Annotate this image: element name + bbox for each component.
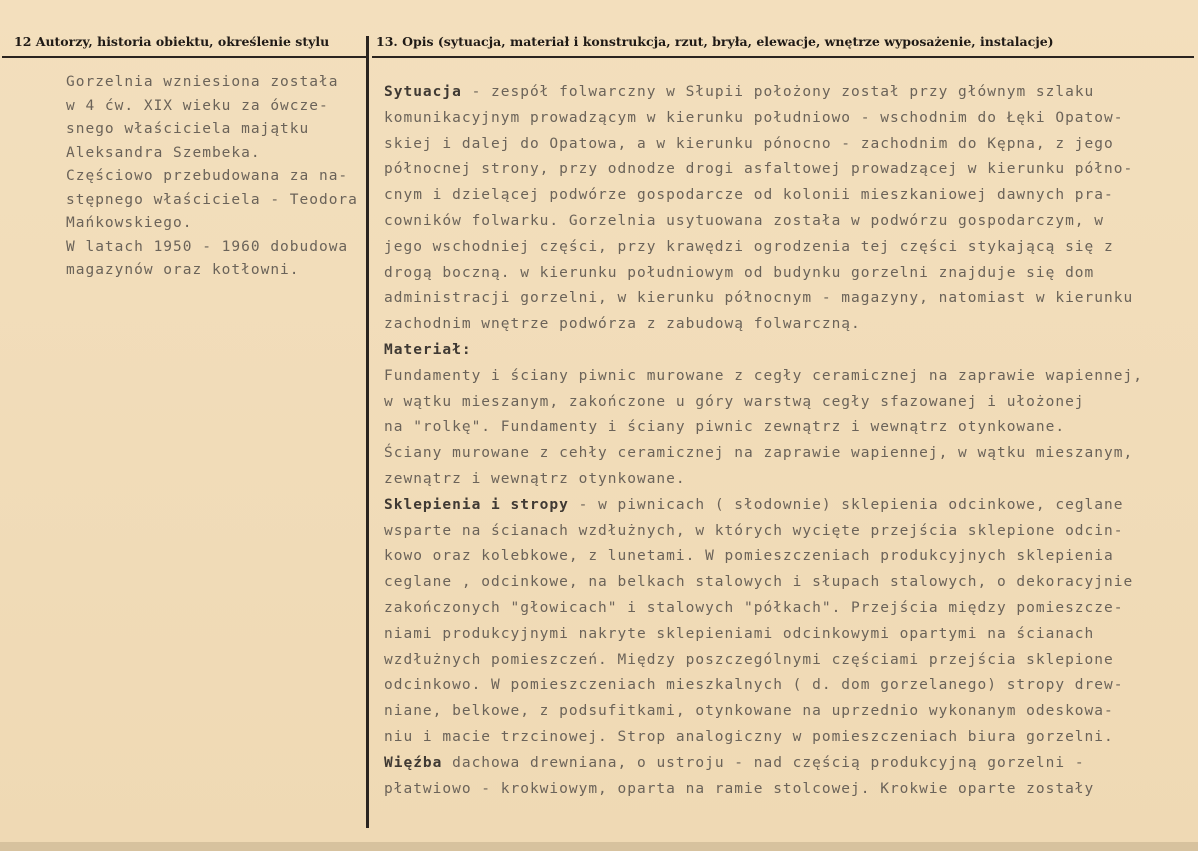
description-text-line xyxy=(384,673,1184,699)
header-rule-left xyxy=(2,56,366,58)
description-text: płatwiowo - krokwiowym, oparta na ramie stolcowej. Krokwie oparte zostały xyxy=(384,780,1095,797)
description-text: wsparte na ścianach wzdłużnych, w których wycięte przejścia sklepione odcin- xyxy=(384,522,1124,539)
description-text: w wątku mieszanym, zakończone u góry warstwą cegły sfazowanej i ułożonej xyxy=(384,393,1085,410)
history-text-line: Aleksandra Szembeka. xyxy=(66,144,261,161)
description-text: wzdłużnych pomieszczeń. Między poszczególnymi częściami przejścia sklepione xyxy=(384,651,1114,668)
description-heading: Materiał: xyxy=(384,341,472,358)
description-text-line xyxy=(384,467,1184,493)
history-text-line: magazynów oraz kotłowni. xyxy=(66,262,300,278)
description-text: - w piwnicach ( słodownie) sklepienia odcinkowe, ceglane xyxy=(568,496,1124,513)
description-heading: Więźba xyxy=(384,754,443,771)
description-text: skiej i dalej do Opatowa, a w kierunku pónocno - zachodnim do Kępna, z jego xyxy=(384,135,1114,152)
description-text: cnym i dzielącej podwórze gospodarcze od kolonii mieszkaniowej dawnych pra- xyxy=(384,187,1114,204)
description-text: zewnątrz i wewnątrz otynkowane. xyxy=(384,470,686,487)
description-text: ceglane , odcinkowe, na belkach stalowych i słupach stalowych, o dekoracyjnie xyxy=(384,574,1134,591)
description-text: drogą boczną. w kierunku południowym od budynku gorzelni znajduje się dom xyxy=(384,264,1095,281)
description-text-line xyxy=(384,622,1184,648)
description-text: cowników folwarku. Gorzelnia usytuowana została w podwórzu gospodarczym, w xyxy=(384,212,1105,229)
description-text-line xyxy=(384,777,1184,803)
description-text: dachowa drewniana, o ustroju - nad częścią produkcyjną gorzelni - xyxy=(442,754,1085,771)
description-text-line xyxy=(384,209,1184,235)
column-divider xyxy=(366,36,369,828)
description-text: odcinkowo. W pomieszczeniach mieszkalnych ( d. dom gorzelanego) stropy drew- xyxy=(384,677,1124,694)
history-text-line: Mańkowskiego. xyxy=(66,215,193,231)
description-text-line xyxy=(384,441,1184,467)
description-text: Fundamenty i ściany piwnic murowane z cegły ceramicznej na zaprawie wapiennej, xyxy=(384,367,1143,384)
section-12-header: 12 Autorzy, historia obiektu, określenie stylu xyxy=(14,34,330,49)
description-text-line xyxy=(384,106,1184,132)
section-13-header: 13. Opis (sytuacja, materiał i konstrukcja, rzut, bryła, elewacje, wnętrze wyposażenie, instalacje) xyxy=(376,34,1054,49)
description-text: zachodnim wnętrze podwórza z zabudową folwarczną. xyxy=(384,316,861,333)
page-bottom-edge xyxy=(0,842,1198,851)
description-text-line xyxy=(384,80,1184,106)
description-text-line xyxy=(384,261,1184,287)
description-text-line xyxy=(384,725,1184,751)
description-text: niu i macie trzcinowej. Strop analogiczny w pomieszczeniach biura gorzelni. xyxy=(384,728,1114,745)
description-text-line xyxy=(384,596,1184,622)
description-heading: Sklepienia i stropy xyxy=(384,496,569,513)
description-text-line xyxy=(384,132,1184,158)
description-text: północnej strony, przy odnodze drogi asfaltowej prowadzącej w kierunku półno- xyxy=(384,161,1134,178)
description-text: komunikacyjnym prowadzącym w kierunku południowo - wschodnim do Łęki Opatow- xyxy=(384,109,1124,126)
description-text-line xyxy=(384,519,1184,545)
description-text-line xyxy=(384,286,1184,312)
description-text-line xyxy=(384,570,1184,596)
description-text-line xyxy=(384,699,1184,725)
description-text-line xyxy=(384,183,1184,209)
history-text-line: W latach 1950 - 1960 dobudowa xyxy=(66,238,349,255)
description-text: Ściany murowane z cehły ceramicznej na zaprawie wapiennej, w wątku mieszanym, xyxy=(384,445,1134,462)
description-text-line xyxy=(384,157,1184,183)
description-text: kowo oraz kolebkowe, z lunetami. W pomieszczeniach produkcyjnych sklepienia xyxy=(384,548,1114,565)
history-text-line: stępnego właściciela - Teodora xyxy=(66,191,358,208)
description-heading: Sytuacja xyxy=(384,84,462,100)
history-text-line: w 4 ćw. XIX wieku za ówcze- xyxy=(66,97,329,114)
description-text-line xyxy=(384,544,1184,570)
description-text-line xyxy=(384,415,1184,441)
description-text-line xyxy=(384,390,1184,416)
description-text: na "rolkę". Fundamenty i ściany piwnic zewnątrz i wewnątrz otynkowane. xyxy=(384,419,1066,436)
description-text-line xyxy=(384,312,1184,338)
history-text-line: Częściowo przebudowana za na- xyxy=(66,168,349,184)
history-text-column xyxy=(66,71,366,283)
description-text: - zespół folwarczny w Słupii położony został przy głównym szlaku xyxy=(461,84,1095,100)
description-text: zakończonych "głowicach" i stalowych "półkach". Przejścia między pomieszcze- xyxy=(384,599,1124,616)
description-text: niami produkcyjnymi nakryte sklepieniami odcinkowymi opartymi na ścianach xyxy=(384,625,1095,642)
description-text-line xyxy=(384,364,1184,390)
description-text-line xyxy=(384,235,1184,261)
header-rule-right xyxy=(372,56,1194,58)
history-text-line: snego właściciela majątku xyxy=(66,121,310,137)
description-text-line xyxy=(384,493,1184,519)
description-text: administracji gorzelni, w kierunku północnym - magazyny, natomiast w kierunku xyxy=(384,290,1134,307)
description-text-line xyxy=(384,338,1184,364)
history-text-line: Gorzelnia wzniesiona została xyxy=(66,74,339,90)
description-text-column xyxy=(384,80,1184,802)
description-text: jego wschodniej części, przy krawędzi ogrodzenia tej części stykającą się z xyxy=(384,238,1114,255)
description-text-line xyxy=(384,751,1184,777)
description-text-line xyxy=(384,648,1184,674)
description-text: niane, belkowe, z podsufitkami, otynkowane na uprzednio wykonanym odeskowa- xyxy=(384,703,1114,720)
